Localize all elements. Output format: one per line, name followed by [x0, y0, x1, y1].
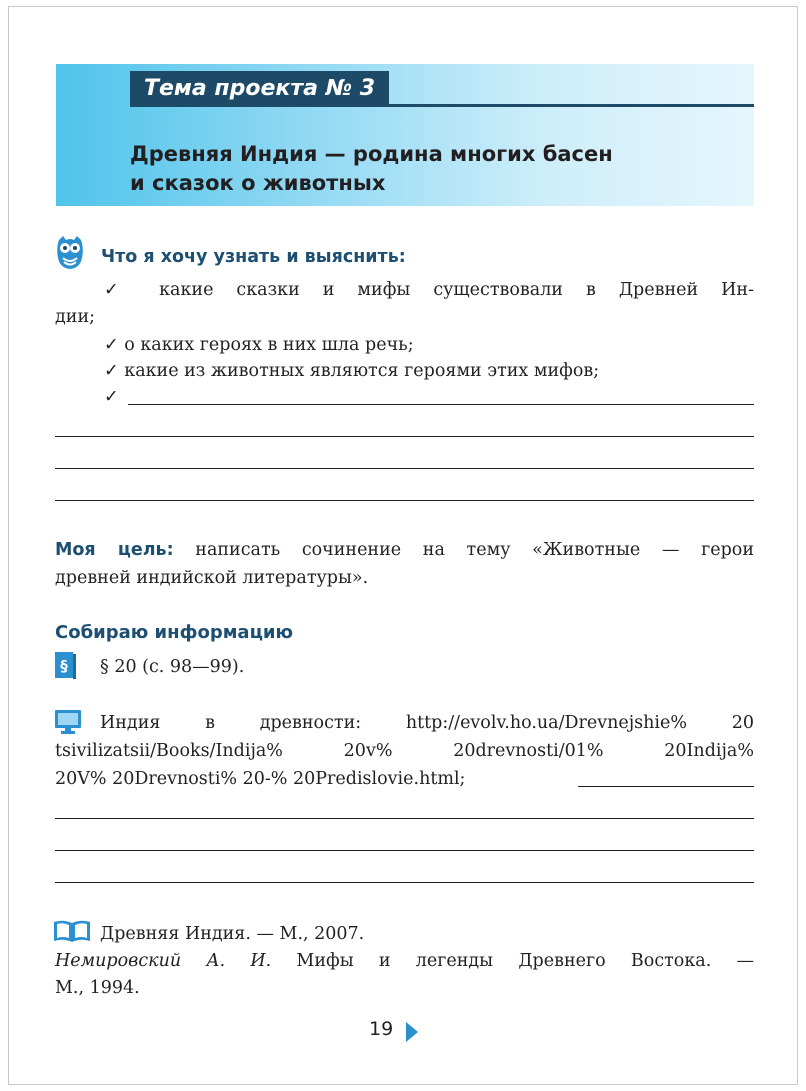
- learn-item-1-line-2: дии;: [55, 307, 95, 327]
- learn-item-4-blank: [104, 383, 119, 411]
- write-in-line[interactable]: [128, 404, 754, 405]
- check-mark-icon: ✓: [104, 361, 119, 381]
- owl-icon: [55, 234, 85, 270]
- web-source-line-3: 20V% 20Drevnosti% 20-% 20Predislovie.html;: [55, 769, 466, 789]
- learn-item-3: ✓ какие из животных являются героями этих мифов;: [104, 361, 600, 381]
- book-source-2-line-2: М., 1994.: [55, 978, 140, 998]
- topic-tag-underline: [130, 104, 754, 107]
- learn-item-1-line-1: ✓ какие сказки и мифы существовали в Древней Ин-: [104, 280, 754, 300]
- write-in-line[interactable]: [55, 436, 754, 437]
- check-mark-icon: ✓: [104, 387, 119, 407]
- goal-label: Моя цель:: [55, 540, 174, 560]
- goal-line-2: древней индийской литературы».: [55, 568, 369, 588]
- paragraph-icon: [55, 652, 77, 680]
- write-in-line[interactable]: [55, 850, 754, 851]
- page-number: 19: [369, 1018, 394, 1040]
- collect-heading: Собираю информацию: [55, 622, 294, 643]
- check-mark-icon: ✓: [104, 280, 137, 300]
- book-source-1: Древняя Индия. — М., 2007.: [100, 924, 365, 944]
- write-in-line[interactable]: [55, 468, 754, 469]
- write-in-line[interactable]: [55, 882, 754, 883]
- write-in-line[interactable]: [55, 818, 754, 819]
- write-in-line[interactable]: [55, 500, 754, 501]
- topic-title-line-1: Древняя Индия — родина многих басен: [130, 142, 613, 166]
- web-source-line-2: tsivilizatsii/Books/Indija% 20v% 20drevnosti/01% 20Indija%: [55, 741, 754, 761]
- learn-item-2: ✓ о каких героях в них шла речь;: [104, 335, 414, 355]
- check-mark-icon: ✓: [104, 335, 119, 355]
- web-source-line-1: Индия в древности: http://evolv.ho.ua/Drevnejshie% 20: [100, 713, 754, 733]
- book-author: Немировский А. И.: [55, 951, 272, 971]
- topic-tag: Тема проекта № 3: [130, 71, 389, 107]
- next-page-arrow-icon: [405, 1021, 419, 1043]
- topic-title: [130, 140, 730, 198]
- svg-text:§: §: [60, 657, 68, 675]
- goal-line-1: Моя цель: написать сочинение на тему «Животные — герои: [55, 540, 754, 560]
- book-icon: [53, 919, 91, 943]
- paragraph-reference: § 20 (с. 98—99).: [100, 657, 245, 677]
- write-in-line[interactable]: [578, 786, 754, 787]
- topic-title-line-2: и сказок о животных: [130, 171, 386, 195]
- learn-heading: Что я хочу узнать и выяснить:: [101, 247, 406, 267]
- book-source-2-line-1: Немировский А. И. Мифы и легенды Древнего Востока. —: [55, 951, 754, 971]
- monitor-icon: [55, 710, 81, 734]
